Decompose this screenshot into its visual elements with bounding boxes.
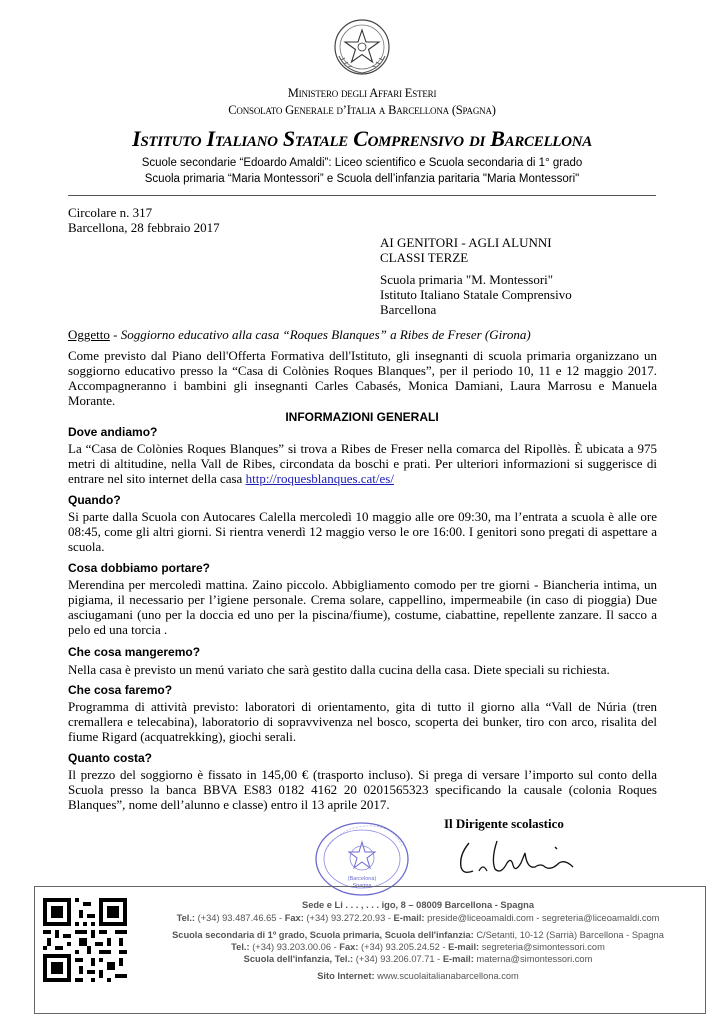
section-heading-quando: Quando?: [68, 493, 121, 507]
fax-value: (+34) 93.272.20.93: [306, 913, 386, 923]
dirigente-title: Il Dirigente scolastico: [444, 816, 564, 831]
schools-line-2: Scuola primaria “Maria Montessori” e Scuola dell’infanzia paritaria "Maria Montessori": [144, 173, 580, 185]
email3-label: E-mail:: [442, 954, 474, 964]
site-value[interactable]: www.scuolaitalianabarcellona.com: [377, 971, 519, 981]
footer-infanzia-line: Scuola dell'infanzia, Tel.: (+34) 93.206.07.71 - E-mail: materna@simontessori.com: [243, 954, 593, 964]
footer-site-line: [135, 971, 701, 981]
footer-secondaria-line: [135, 930, 701, 940]
section-heading-dove: Dove andiamo?: [68, 425, 158, 439]
site-label: Sito Internet:: [317, 971, 375, 981]
svg-text:(Barcelona): (Barcelona): [347, 876, 377, 882]
circular-number: Circolare n. 317: [68, 205, 153, 220]
header-divider: [68, 195, 656, 196]
info-heading: INFORMAZIONI GENERALI: [285, 410, 439, 424]
email-value[interactable]: preside@liceoamaldi.com - segreteria@liceoamaldi.com: [427, 913, 660, 923]
secondaria-label: Scuola secondaria di 1º grado, Scuola primaria, Scuola dell'infanzia:: [172, 930, 474, 940]
subject-label: Oggetto: [68, 327, 110, 342]
section-body-mangeremo: Nella casa è previsto un menú variato che sarà gestito dalla cucina della casa. Diete speciali su richiesta.: [68, 662, 610, 677]
circular-date: Barcellona, 28 febbraio 2017: [68, 220, 220, 235]
tel2-label: Tel.:: [231, 942, 250, 952]
section-heading-faremo: Che cosa faremo?: [68, 683, 173, 697]
tel-value: (+34) 93.487.46.65: [197, 913, 277, 923]
fax-label: Fax:: [284, 913, 304, 923]
ministry-name: Ministero degli Affari Esteri: [287, 86, 437, 100]
infanzia-label: Scuola dell'infanzia, Tel.:: [243, 954, 354, 964]
infanzia-tel: (+34) 93.206.07.71: [355, 954, 435, 964]
section-heading-costo: Quanto costa?: [68, 751, 153, 765]
svg-text:Spagna: Spagna: [352, 883, 372, 889]
institute-title: Istituto Italiano Statale Comprensivo di Barcellona: [132, 126, 592, 151]
section-heading-portare: Cosa dobbiamo portare?: [68, 561, 211, 575]
footer-address-line: [135, 900, 701, 910]
email2-label: E-mail:: [448, 942, 480, 952]
addressee-line-1: AI GENITORI - AGLI ALUNNI: [380, 235, 552, 250]
dove-text: La “Casa de Colònies Roques Blanques” si trova a Ribes de Freser nella comarca del Ripollès. È ubicata a 975 metri di altitudine, nella Vall de Ribes, circondata da boschi e prati. Per ulteriori informazioni si suggerisce di entrare nel sito internet della casa: [68, 441, 657, 486]
footer-contacts-line: Tel.: (+34) 93.487.46.65 - Fax: (+34) 93.272.20.93 - E-mail: preside@liceoamaldi.com - segreteria@liceoamaldi.com: [176, 913, 660, 923]
fax2-value: (+34) 93.205.24.52: [361, 942, 440, 952]
secondaria-address: C/Setanti, 10-12 (Sarrià) Barcellona - Spagna: [476, 930, 664, 940]
section-body-dove: [68, 441, 657, 486]
infanzia-email[interactable]: materna@simontessori.com: [476, 954, 593, 964]
addressee-line-2: CLASSI TERZE: [380, 250, 469, 265]
subject-separator: -: [109, 327, 121, 342]
consulate-name: Consolato Generale d’Italia a Barcellona (Spagna): [228, 103, 496, 117]
schools-line-1: Scuole secondarie “Edoardo Amaldi”: Liceo scientifico e Scuola secondaria di 1° grado: [141, 157, 583, 169]
fax2-label: Fax:: [339, 942, 359, 952]
email2-value[interactable]: segreteria@simontessori.com: [481, 942, 605, 952]
section-body-portare: Merendina per mercoledì mattina. Zaino piccolo. Abbigliamento comodo per tre giorni - Biancheria intima, un pigiama, il necessario per l’igiene personale. Crema solare, cappellino, impermeabile (in caso di pioggia) Due asciugamani (uno per la doccia ed uno per la piscina/fiume), costume, ciabattine, repellente zanzare. Il sacco a pelo ed una torcia .: [68, 577, 657, 637]
addressee-line-5: Barcellona: [380, 302, 437, 317]
section-body-quando: Si parte dalla Scuola con Autocares Calella mercoledì 10 maggio alle ore 09:30, ma l’entrata a scuola è alle ore 08:45, come gli altri giorni. Si rientra venerdì 12 maggio verso le ore 16:00. I genitori sono pregati di aspettare a scuola.: [68, 509, 657, 554]
section-heading-mangeremo: Che cosa mangeremo?: [68, 645, 201, 659]
republic-emblem-icon: [331, 16, 393, 78]
section-body-costo: Il prezzo del soggiorno è fissato in 145,00 € (trasporto incluso). Si prega di versare l’importo sul conto della Scuola presso la banca BBVA ES83 0182 4162 20 0201565323 specificando la causale (colonia Roques Blanques”, nome dell’alunno e classe) entro il 13 aprile 2017.: [68, 767, 657, 812]
addressee-line-3: Scuola primaria "M. Montessori": [380, 272, 554, 287]
footer-line1: Sede e Li . . . , . . . igo, 8 – 08009 Barcellona - Spagna: [302, 900, 534, 910]
section-body-faremo: Programma di attività previsto: laboratori di orientamento, gita di tutto il giorno alla “Vall de Núria (tren cremallera e telecabina), laboratorio di sopravvivenza nel bosco, scoperta dei bunker, tiro con arco, risalita del fiume Rigard (acquatrekking), giochi serali.: [68, 699, 657, 744]
addressee-line-4: Istituto Italiano Statale Comprensivo: [380, 287, 572, 302]
intro-paragraph: Come previsto dal Piano dell'Offerta Formativa dell'Istituto, gli insegnanti di scuola primaria organizzano un soggiorno educativo presso la “Casa di Colònies Roques Blanques”, per il periodo 10, 11 e 12 maggio 2017. Accompagneranno i bambini gli insegnanti Carles Cabasés, Monica Damiani, Laura Marrosu e Manuela Morante.: [68, 348, 657, 408]
email-label: E-mail:: [393, 913, 425, 923]
qr-code[interactable]: [43, 898, 127, 982]
subject-line: [68, 327, 658, 343]
footer-secondaria-contacts: Tel.: (+34) 93.203.00.06 - Fax: (+34) 93.205.24.52 - E-mail: segreteria@simontessori.com: [231, 942, 605, 952]
roquesblanques-link[interactable]: http://roquesblanques.cat/es/: [245, 471, 394, 486]
handwritten-signature: [455, 833, 585, 883]
subject-text: Soggiorno educativo alla casa “Roques Blanques” a Ribes de Freser (Girona): [120, 327, 531, 342]
tel-label: Tel.:: [176, 913, 195, 923]
tel2-value: (+34) 93.203.00.06: [252, 942, 332, 952]
